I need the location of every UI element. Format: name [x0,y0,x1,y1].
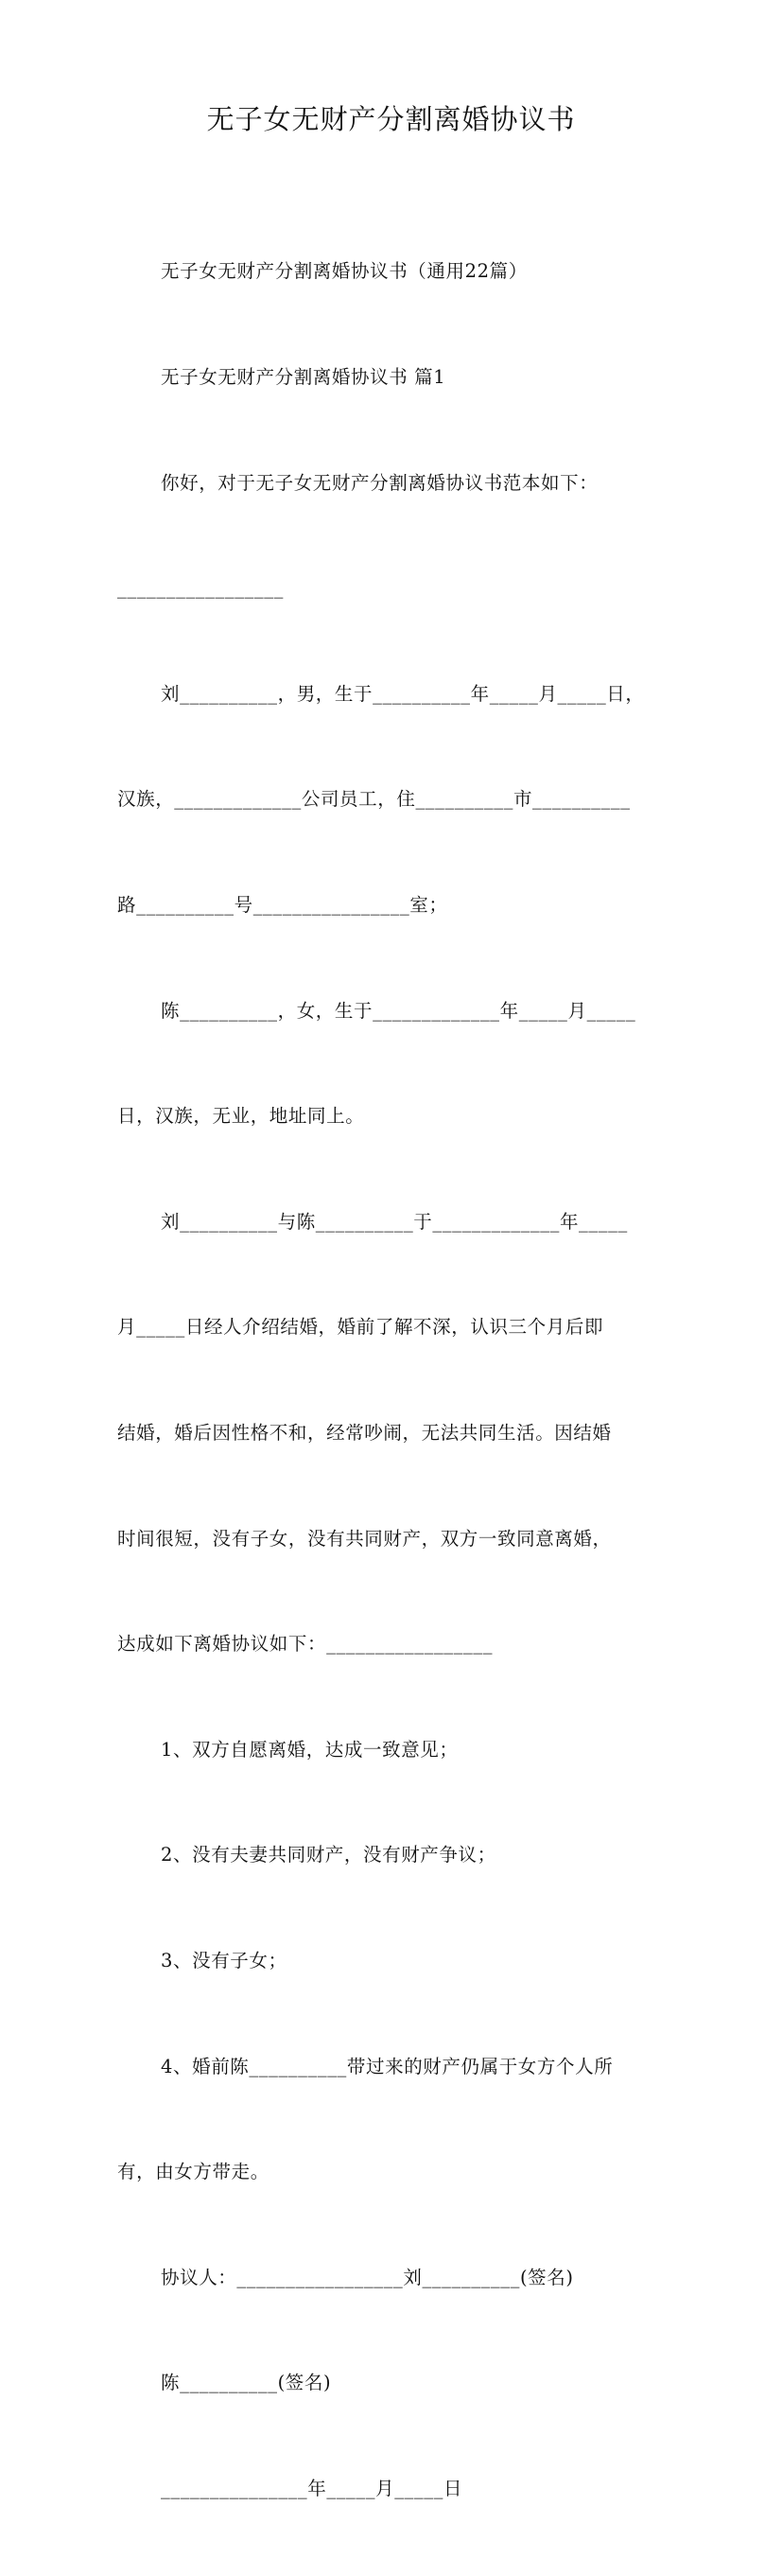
party-male-line-2: 汉族，_____________公司员工，住__________市__________ [117,788,631,811]
background-line-5: 达成如下离婚协议如下：_________________ [117,1633,494,1656]
clause-4-line-1: 4、婚前陈__________带过来的财产仍属于女方个人所 [161,2055,614,2077]
section-heading: 无子女无财产分割离婚协议书 篇1 [161,366,446,388]
background-line-3: 结婚，婚后因性格不和，经常吵闹，无法共同生活。因结婚 [117,1421,612,1444]
signature-line-1: 协议人：_________________刘__________(签名) [161,2266,574,2288]
document-body [117,184,668,2576]
clause-2: 2、没有夫妻共同财产，没有财产争议； [161,1844,496,1866]
blank-line: _________________ [117,577,284,600]
intro-line: 你好，对于无子女无财产分割离婚协议书范本如下： [161,471,599,494]
clause-1: 1、双方自愿离婚，达成一致意见； [161,1738,459,1761]
party-male-line-1: 刘__________，男，生于__________年_____月_____日， [161,682,645,705]
subtitle-line: 无子女无财产分割离婚协议书（通用22篇） [161,260,528,283]
clause-3: 3、没有子女； [161,1949,287,1971]
background-line-1: 刘__________与陈__________于_____________年_____ [161,1210,628,1233]
party-female-line-1: 陈__________，女，生于_____________年_____月_____ [161,999,636,1022]
party-female-line-2: 日，汉族，无业，地址同上。 [117,1105,365,1128]
date-line: _______________年_____月_____日 [161,2477,463,2499]
background-line-4: 时间很短，没有子女，没有共同财产，双方一致同意离婚， [117,1527,612,1550]
background-line-2: 月_____日经人介绍结婚，婚前了解不深，认识三个月后即 [117,1316,604,1339]
clause-4-line-2: 有，由女方带走。 [117,2161,269,2183]
party-male-line-3: 路__________号________________室； [117,893,448,916]
document-title: 无子女无财产分割离婚协议书 [206,103,576,135]
signature-line-2: 陈__________(签名) [161,2372,332,2394]
